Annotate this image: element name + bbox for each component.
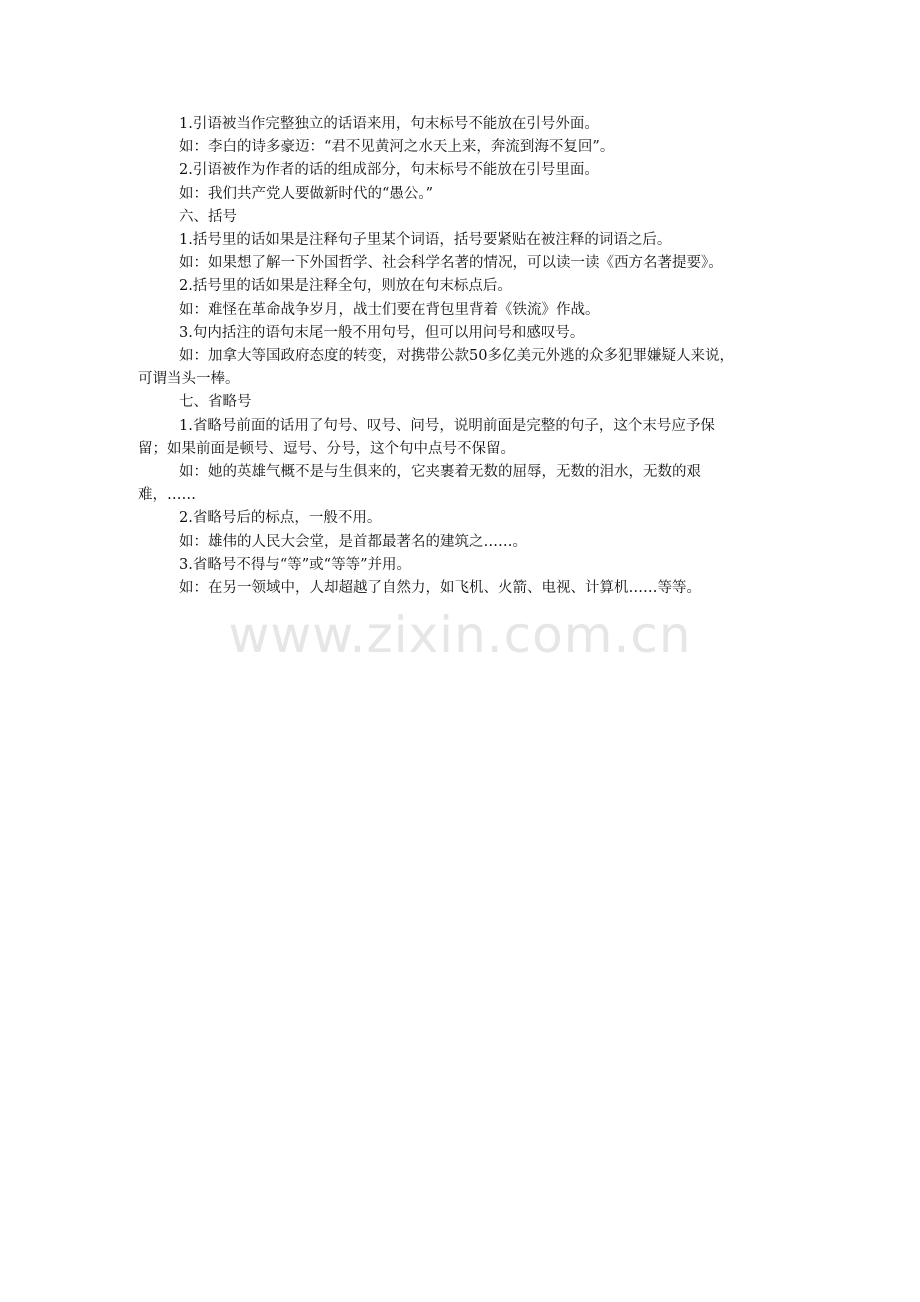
text-line: 如：李白的诗多豪迈：“君不见黄河之水天上来，奔流到海不复回”。 (179, 139, 615, 156)
text-line: 七、省略号 (179, 394, 252, 411)
text-line: 可谓当头一棒。 (138, 371, 240, 388)
text-line: 2.引语被作为作者的话的组成部分，句末标号不能放在引号里面。 (179, 162, 599, 179)
text-line: 1.引语被当作完整独立的话语来用，句末标号不能放在引号外面。 (179, 116, 599, 132)
document-body (138, 113, 783, 600)
text-line: 留；如果前面是顿号、逗号、分号，这个句中点号不保留。 (138, 440, 515, 457)
text-line: 如：加拿大等国政府态度的转变，对携带公款50多亿美元外逃的众多犯罪嫌疑人来说， (179, 348, 734, 365)
text-line: 如：她的英雄气概不是与生俱来的，它夹裹着无数的屈辱，无数的泪水，无数的艰 (179, 464, 701, 481)
watermark: www.zixin.com.cn (228, 606, 692, 664)
text-line: 如：难怪在革命战争岁月，战士们要在背包里背着《铁流》作战。 (179, 301, 600, 318)
text-line: 1.括号里的话如果是注释句子里某个词语，括号要紧贴在被注释的词语之后。 (179, 232, 672, 249)
text-line: 2.省略号后的标点，一般不用。 (179, 510, 382, 527)
text-line: 难，…… (138, 487, 196, 504)
text-line: 如：我们共产党人要做新时代的“愚公。” (179, 185, 434, 202)
text-line: 3.句内括注的语句末尾一般不用句号，但可以用问号和感叹号。 (179, 324, 585, 341)
text-line: 2.括号里的话如果是注释全句，则放在句末标点后。 (179, 278, 512, 295)
text-line: 如：雄伟的人民大会堂，是首都最著名的建筑之……。 (179, 533, 527, 550)
text-line: 3.省略号不得与“等”或“等等”并用。 (179, 556, 411, 573)
text-line: 如：在另一领域中，人却超越了自然力，如飞机、火箭、电视、计算机……等等。 (179, 580, 701, 597)
text-line: 如：如果想了解一下外国哲学、社会科学名著的情况，可以读一读《西方名著提要》。 (179, 255, 723, 272)
text-line: 1.省略号前面的话用了句号、叹号、问号，说明前面是完整的句子，这个末号应予保 (179, 417, 715, 434)
text-line: 六、括号 (179, 208, 237, 225)
